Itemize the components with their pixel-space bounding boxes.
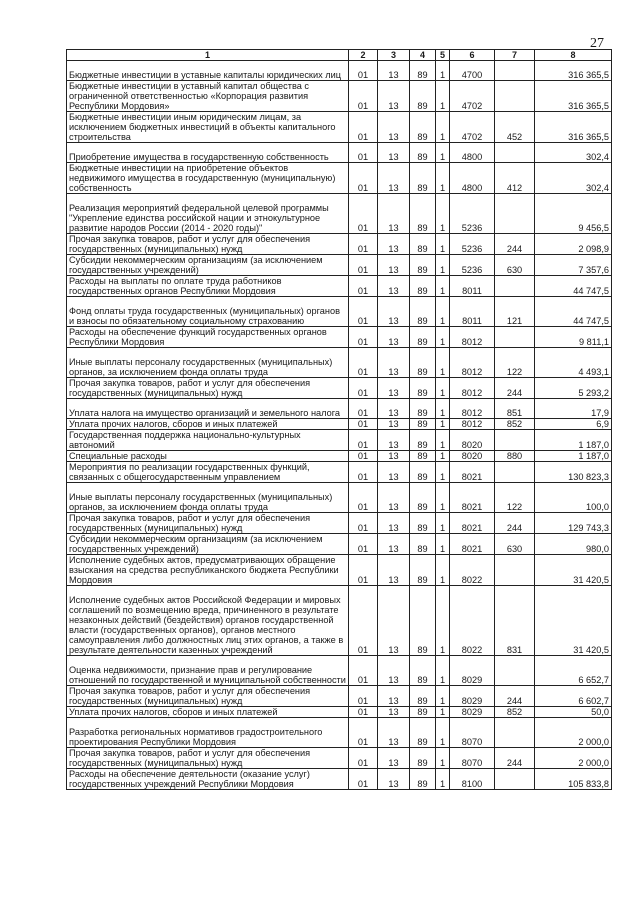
row-name-cell: Уплата налога на имущество организаций и земельного налога — [67, 399, 349, 419]
row-subsection-cell: 13 — [378, 419, 410, 430]
row-section-cell: 01 — [349, 61, 378, 81]
row-subprogram-cell: 1 — [436, 297, 450, 327]
row-section-cell: 01 — [349, 234, 378, 255]
row-subsection-cell: 13 — [378, 555, 410, 586]
row-program-cell: 89 — [410, 534, 436, 555]
row-direction-cell: 8012 — [450, 348, 495, 378]
row-subprogram-cell: 1 — [436, 707, 450, 718]
row-expense-type-cell — [495, 327, 535, 348]
row-subprogram-cell: 1 — [436, 61, 450, 81]
row-subprogram-cell: 1 — [436, 194, 450, 234]
row-sum-cell: 9 456,5 — [535, 194, 612, 234]
row-direction-cell: 8011 — [450, 276, 495, 297]
row-section-cell: 01 — [349, 462, 378, 483]
row-sum-cell: 6 652,7 — [535, 656, 612, 686]
row-direction-cell: 8020 — [450, 451, 495, 462]
row-expense-type-cell — [495, 718, 535, 748]
header-col-3: 3 — [378, 50, 410, 61]
row-sum-cell: 1 187,0 — [535, 451, 612, 462]
header-col-2: 2 — [349, 50, 378, 61]
row-subprogram-cell: 1 — [436, 255, 450, 276]
row-program-cell: 89 — [410, 555, 436, 586]
table-row — [67, 378, 612, 399]
row-subsection-cell: 13 — [378, 234, 410, 255]
row-subprogram-cell: 1 — [436, 81, 450, 112]
row-sum-cell: 17,9 — [535, 399, 612, 419]
row-direction-cell: 8021 — [450, 483, 495, 513]
row-name-cell: Бюджетные инвестиции в уставный капитал общества с ограниченной ответственностью «Корпорация развития Республики Мордовия» — [67, 81, 349, 112]
row-sum-cell: 50,0 — [535, 707, 612, 718]
table-row — [67, 430, 612, 451]
row-direction-cell: 8021 — [450, 513, 495, 534]
row-subsection-cell: 13 — [378, 163, 410, 194]
row-direction-cell: 4702 — [450, 112, 495, 143]
row-program-cell: 89 — [410, 686, 436, 707]
row-section-cell: 01 — [349, 656, 378, 686]
table-row — [67, 81, 612, 112]
row-subprogram-cell: 1 — [436, 534, 450, 555]
row-expense-type-cell — [495, 769, 535, 790]
row-section-cell: 01 — [349, 586, 378, 656]
row-name-cell: Субсидии некоммерческим организациям (за исключением государственных учреждений) — [67, 255, 349, 276]
row-direction-cell: 4700 — [450, 61, 495, 81]
row-expense-type-cell: 244 — [495, 378, 535, 399]
row-section-cell: 01 — [349, 399, 378, 419]
row-program-cell: 89 — [410, 769, 436, 790]
row-subsection-cell: 13 — [378, 707, 410, 718]
header-col-7: 7 — [495, 50, 535, 61]
row-subprogram-cell: 1 — [436, 348, 450, 378]
page-number: 27 — [590, 36, 604, 51]
row-expense-type-cell — [495, 656, 535, 686]
row-name-cell: Уплата прочих налогов, сборов и иных платежей — [67, 707, 349, 718]
table-row — [67, 483, 612, 513]
row-direction-cell: 8020 — [450, 430, 495, 451]
row-program-cell: 89 — [410, 348, 436, 378]
row-section-cell: 01 — [349, 378, 378, 399]
row-sum-cell: 44 747,5 — [535, 297, 612, 327]
row-direction-cell: 8012 — [450, 378, 495, 399]
row-direction-cell: 8029 — [450, 656, 495, 686]
table-row — [67, 462, 612, 483]
row-subsection-cell: 13 — [378, 513, 410, 534]
row-sum-cell: 129 743,3 — [535, 513, 612, 534]
row-sum-cell: 5 293,2 — [535, 378, 612, 399]
row-name-cell: Расходы на обеспечение функций государственных органов Республики Мордовия — [67, 327, 349, 348]
row-subsection-cell: 13 — [378, 297, 410, 327]
table-row — [67, 534, 612, 555]
row-expense-type-cell: 880 — [495, 451, 535, 462]
row-sum-cell: 2 000,0 — [535, 748, 612, 769]
row-program-cell: 89 — [410, 656, 436, 686]
header-col-1: 1 — [67, 50, 349, 61]
row-section-cell: 01 — [349, 327, 378, 348]
row-expense-type-cell: 831 — [495, 586, 535, 656]
row-section-cell: 01 — [349, 707, 378, 718]
row-direction-cell: 8022 — [450, 555, 495, 586]
row-program-cell: 89 — [410, 194, 436, 234]
row-subsection-cell: 13 — [378, 399, 410, 419]
row-subsection-cell: 13 — [378, 748, 410, 769]
row-name-cell: Иные выплаты персоналу государственных (муниципальных) органов, за исключением фонда оплаты труда — [67, 348, 349, 378]
row-sum-cell: 316 365,5 — [535, 61, 612, 81]
row-subprogram-cell: 1 — [436, 769, 450, 790]
row-expense-type-cell: 452 — [495, 112, 535, 143]
row-section-cell: 01 — [349, 555, 378, 586]
row-sum-cell: 9 811,1 — [535, 327, 612, 348]
row-expense-type-cell — [495, 555, 535, 586]
row-name-cell: Государственная поддержка национально-культурных автономий — [67, 430, 349, 451]
row-sum-cell: 31 420,5 — [535, 555, 612, 586]
row-expense-type-cell: 121 — [495, 297, 535, 327]
row-section-cell: 01 — [349, 255, 378, 276]
row-subprogram-cell: 1 — [436, 112, 450, 143]
row-subsection-cell: 13 — [378, 255, 410, 276]
row-expense-type-cell: 244 — [495, 686, 535, 707]
row-name-cell: Иные выплаты персоналу государственных (муниципальных) органов, за исключением фонда оплаты труда — [67, 483, 349, 513]
row-subsection-cell: 13 — [378, 194, 410, 234]
row-sum-cell: 2 000,0 — [535, 718, 612, 748]
row-section-cell: 01 — [349, 769, 378, 790]
table-row — [67, 451, 612, 462]
row-section-cell: 01 — [349, 143, 378, 163]
row-sum-cell: 6 602,7 — [535, 686, 612, 707]
row-subsection-cell: 13 — [378, 112, 410, 143]
row-section-cell: 01 — [349, 112, 378, 143]
row-name-cell: Бюджетные инвестиции в уставные капиталы юридических лиц — [67, 61, 349, 81]
row-subsection-cell: 13 — [378, 483, 410, 513]
row-expense-type-cell: 630 — [495, 534, 535, 555]
row-name-cell: Специальные расходы — [67, 451, 349, 462]
row-expense-type-cell — [495, 194, 535, 234]
row-subprogram-cell: 1 — [436, 430, 450, 451]
row-name-cell: Прочая закупка товаров, работ и услуг для обеспечения государственных (муниципальных) нужд — [67, 513, 349, 534]
row-program-cell: 89 — [410, 483, 436, 513]
row-program-cell: 89 — [410, 399, 436, 419]
table-body — [67, 61, 612, 790]
row-direction-cell: 8022 — [450, 586, 495, 656]
row-direction-cell: 4800 — [450, 163, 495, 194]
row-sum-cell: 4 493,1 — [535, 348, 612, 378]
row-section-cell: 01 — [349, 534, 378, 555]
row-direction-cell: 5236 — [450, 255, 495, 276]
row-name-cell: Разработка региональных нормативов градостроительного проектирования Республики Мордовия — [67, 718, 349, 748]
row-sum-cell: 316 365,5 — [535, 81, 612, 112]
table-row — [67, 194, 612, 234]
row-subsection-cell: 13 — [378, 348, 410, 378]
table-row — [67, 255, 612, 276]
row-expense-type-cell — [495, 61, 535, 81]
row-subprogram-cell: 1 — [436, 276, 450, 297]
row-subsection-cell: 13 — [378, 769, 410, 790]
header-col-4: 4 — [410, 50, 436, 61]
row-name-cell: Прочая закупка товаров, работ и услуг для обеспечения государственных (муниципальных) нужд — [67, 378, 349, 399]
row-program-cell: 89 — [410, 718, 436, 748]
row-name-cell: Реализация мероприятий федеральной целевой программы "Укрепление единства российской нации и этнокультурное развитие народов России (2014 - 2020 годы)" — [67, 194, 349, 234]
row-program-cell: 89 — [410, 513, 436, 534]
row-name-cell: Бюджетные инвестиции на приобретение объектов недвижимого имущества в государственную (муниципальную) собственность — [67, 163, 349, 194]
table-row — [67, 656, 612, 686]
row-program-cell: 89 — [410, 61, 436, 81]
row-name-cell: Фонд оплаты труда государственных (муниципальных) органов и взносы по обязательному социальному страхованию — [67, 297, 349, 327]
row-subsection-cell: 13 — [378, 327, 410, 348]
row-program-cell: 89 — [410, 234, 436, 255]
table-row — [67, 297, 612, 327]
row-program-cell: 89 — [410, 430, 436, 451]
table-row — [67, 399, 612, 419]
row-subprogram-cell: 1 — [436, 462, 450, 483]
row-subprogram-cell: 1 — [436, 555, 450, 586]
row-direction-cell: 4800 — [450, 143, 495, 163]
row-section-cell: 01 — [349, 276, 378, 297]
row-subprogram-cell: 1 — [436, 513, 450, 534]
row-direction-cell: 8012 — [450, 327, 495, 348]
row-sum-cell: 980,0 — [535, 534, 612, 555]
row-name-cell: Уплата прочих налогов, сборов и иных платежей — [67, 419, 349, 430]
row-subsection-cell: 13 — [378, 451, 410, 462]
row-expense-type-cell — [495, 430, 535, 451]
row-subsection-cell: 13 — [378, 462, 410, 483]
row-direction-cell: 8029 — [450, 707, 495, 718]
table-row — [67, 61, 612, 81]
row-subprogram-cell: 1 — [436, 686, 450, 707]
row-expense-type-cell — [495, 276, 535, 297]
row-expense-type-cell: 244 — [495, 513, 535, 534]
table-row — [67, 555, 612, 586]
row-subprogram-cell: 1 — [436, 234, 450, 255]
row-sum-cell: 302,4 — [535, 143, 612, 163]
row-subprogram-cell: 1 — [436, 656, 450, 686]
row-subprogram-cell: 1 — [436, 399, 450, 419]
row-sum-cell: 105 833,8 — [535, 769, 612, 790]
row-program-cell: 89 — [410, 297, 436, 327]
row-program-cell: 89 — [410, 255, 436, 276]
row-direction-cell: 5236 — [450, 234, 495, 255]
row-subsection-cell: 13 — [378, 586, 410, 656]
row-direction-cell: 5236 — [450, 194, 495, 234]
row-program-cell: 89 — [410, 748, 436, 769]
header-col-5: 5 — [436, 50, 450, 61]
row-program-cell: 89 — [410, 112, 436, 143]
row-section-cell: 01 — [349, 451, 378, 462]
row-subprogram-cell: 1 — [436, 378, 450, 399]
row-direction-cell: 8029 — [450, 686, 495, 707]
row-subprogram-cell: 1 — [436, 451, 450, 462]
row-program-cell: 89 — [410, 327, 436, 348]
row-name-cell: Расходы на выплаты по оплате труда работников государственных органов Республики Мордовия — [67, 276, 349, 297]
row-program-cell: 89 — [410, 143, 436, 163]
row-section-cell: 01 — [349, 748, 378, 769]
row-section-cell: 01 — [349, 718, 378, 748]
row-section-cell: 01 — [349, 163, 378, 194]
row-expense-type-cell: 630 — [495, 255, 535, 276]
row-expense-type-cell — [495, 81, 535, 112]
row-name-cell: Приобретение имущества в государственную собственность — [67, 143, 349, 163]
row-subsection-cell: 13 — [378, 81, 410, 112]
row-subsection-cell: 13 — [378, 143, 410, 163]
row-name-cell: Субсидии некоммерческим организациям (за исключением государственных учреждений) — [67, 534, 349, 555]
row-direction-cell: 8021 — [450, 534, 495, 555]
row-direction-cell: 8100 — [450, 769, 495, 790]
row-name-cell: Оценка недвижимости, признание прав и регулирование отношений по государственной и муниципальной собственности — [67, 656, 349, 686]
row-program-cell: 89 — [410, 81, 436, 112]
table-row — [67, 276, 612, 297]
row-subprogram-cell: 1 — [436, 483, 450, 513]
row-subsection-cell: 13 — [378, 718, 410, 748]
table-row — [67, 707, 612, 718]
row-name-cell: Расходы на обеспечение деятельности (оказание услуг) государственных учреждений Республики Мордовия — [67, 769, 349, 790]
table-row — [67, 586, 612, 656]
row-section-cell: 01 — [349, 81, 378, 112]
row-subprogram-cell: 1 — [436, 718, 450, 748]
row-program-cell: 89 — [410, 378, 436, 399]
row-sum-cell: 302,4 — [535, 163, 612, 194]
row-section-cell: 01 — [349, 297, 378, 327]
budget-table — [66, 49, 612, 790]
row-expense-type-cell — [495, 143, 535, 163]
row-direction-cell: 8021 — [450, 462, 495, 483]
row-name-cell: Исполнение судебных актов Российской Федерации и мировых соглашений по возмещению вреда, причиненного в результате незаконных действий (бездействия) органов государственной власти (государственных органов), органов местного самоуправления либо должностных лиц этих органов, а также в результате деятельности казенных учреждений — [67, 586, 349, 656]
row-program-cell: 89 — [410, 276, 436, 297]
row-name-cell: Бюджетные инвестиции иным юридическим лицам, за исключением бюджетных инвестиций в объекты капитального строительства — [67, 112, 349, 143]
row-subprogram-cell: 1 — [436, 163, 450, 194]
header-col-8: 8 — [535, 50, 612, 61]
row-expense-type-cell: 851 — [495, 399, 535, 419]
row-sum-cell: 130 823,3 — [535, 462, 612, 483]
row-name-cell: Прочая закупка товаров, работ и услуг для обеспечения государственных (муниципальных) нужд — [67, 234, 349, 255]
row-sum-cell: 6,9 — [535, 419, 612, 430]
row-subsection-cell: 13 — [378, 61, 410, 81]
row-expense-type-cell: 122 — [495, 483, 535, 513]
row-subsection-cell: 13 — [378, 430, 410, 451]
row-program-cell: 89 — [410, 163, 436, 194]
row-subsection-cell: 13 — [378, 686, 410, 707]
row-name-cell: Прочая закупка товаров, работ и услуг для обеспечения государственных (муниципальных) нужд — [67, 686, 349, 707]
row-section-cell: 01 — [349, 194, 378, 234]
row-subprogram-cell: 1 — [436, 327, 450, 348]
row-section-cell: 01 — [349, 483, 378, 513]
row-section-cell: 01 — [349, 513, 378, 534]
row-subprogram-cell: 1 — [436, 748, 450, 769]
row-sum-cell: 31 420,5 — [535, 586, 612, 656]
row-section-cell: 01 — [349, 430, 378, 451]
row-direction-cell: 8070 — [450, 748, 495, 769]
table-row — [67, 234, 612, 255]
row-program-cell: 89 — [410, 451, 436, 462]
row-direction-cell: 4702 — [450, 81, 495, 112]
table-row — [67, 143, 612, 163]
row-sum-cell: 100,0 — [535, 483, 612, 513]
row-sum-cell: 1 187,0 — [535, 430, 612, 451]
row-direction-cell: 8011 — [450, 297, 495, 327]
row-subsection-cell: 13 — [378, 656, 410, 686]
row-name-cell: Мероприятия по реализации государственных функций, связанных с общегосударственным управлением — [67, 462, 349, 483]
row-direction-cell: 8012 — [450, 419, 495, 430]
row-name-cell: Исполнение судебных актов, предусматривающих обращение взыскания на средства республиканского бюджета Республики Мордовия — [67, 555, 349, 586]
row-section-cell: 01 — [349, 348, 378, 378]
row-subprogram-cell: 1 — [436, 586, 450, 656]
table-row — [67, 348, 612, 378]
table-row — [67, 686, 612, 707]
table-row — [67, 163, 612, 194]
row-sum-cell: 44 747,5 — [535, 276, 612, 297]
row-name-cell: Прочая закупка товаров, работ и услуг для обеспечения государственных (муниципальных) нужд — [67, 748, 349, 769]
row-program-cell: 89 — [410, 707, 436, 718]
row-direction-cell: 8012 — [450, 399, 495, 419]
table-row — [67, 327, 612, 348]
row-subsection-cell: 13 — [378, 534, 410, 555]
table-row — [67, 419, 612, 430]
row-expense-type-cell: 244 — [495, 748, 535, 769]
row-subprogram-cell: 1 — [436, 143, 450, 163]
table-row — [67, 718, 612, 748]
row-expense-type-cell: 852 — [495, 419, 535, 430]
row-expense-type-cell — [495, 462, 535, 483]
row-subprogram-cell: 1 — [436, 419, 450, 430]
row-expense-type-cell: 412 — [495, 163, 535, 194]
row-program-cell: 89 — [410, 586, 436, 656]
table-row — [67, 769, 612, 790]
row-sum-cell: 2 098,9 — [535, 234, 612, 255]
row-section-cell: 01 — [349, 686, 378, 707]
row-program-cell: 89 — [410, 419, 436, 430]
row-subsection-cell: 13 — [378, 378, 410, 399]
header-row — [67, 50, 612, 61]
row-direction-cell: 8070 — [450, 718, 495, 748]
row-expense-type-cell: 852 — [495, 707, 535, 718]
row-sum-cell: 316 365,5 — [535, 112, 612, 143]
header-col-6: 6 — [450, 50, 495, 61]
table-row — [67, 112, 612, 143]
row-program-cell: 89 — [410, 462, 436, 483]
row-expense-type-cell: 244 — [495, 234, 535, 255]
table-row — [67, 748, 612, 769]
row-sum-cell: 7 357,6 — [535, 255, 612, 276]
row-expense-type-cell: 122 — [495, 348, 535, 378]
row-subsection-cell: 13 — [378, 276, 410, 297]
row-section-cell: 01 — [349, 419, 378, 430]
table-row — [67, 513, 612, 534]
